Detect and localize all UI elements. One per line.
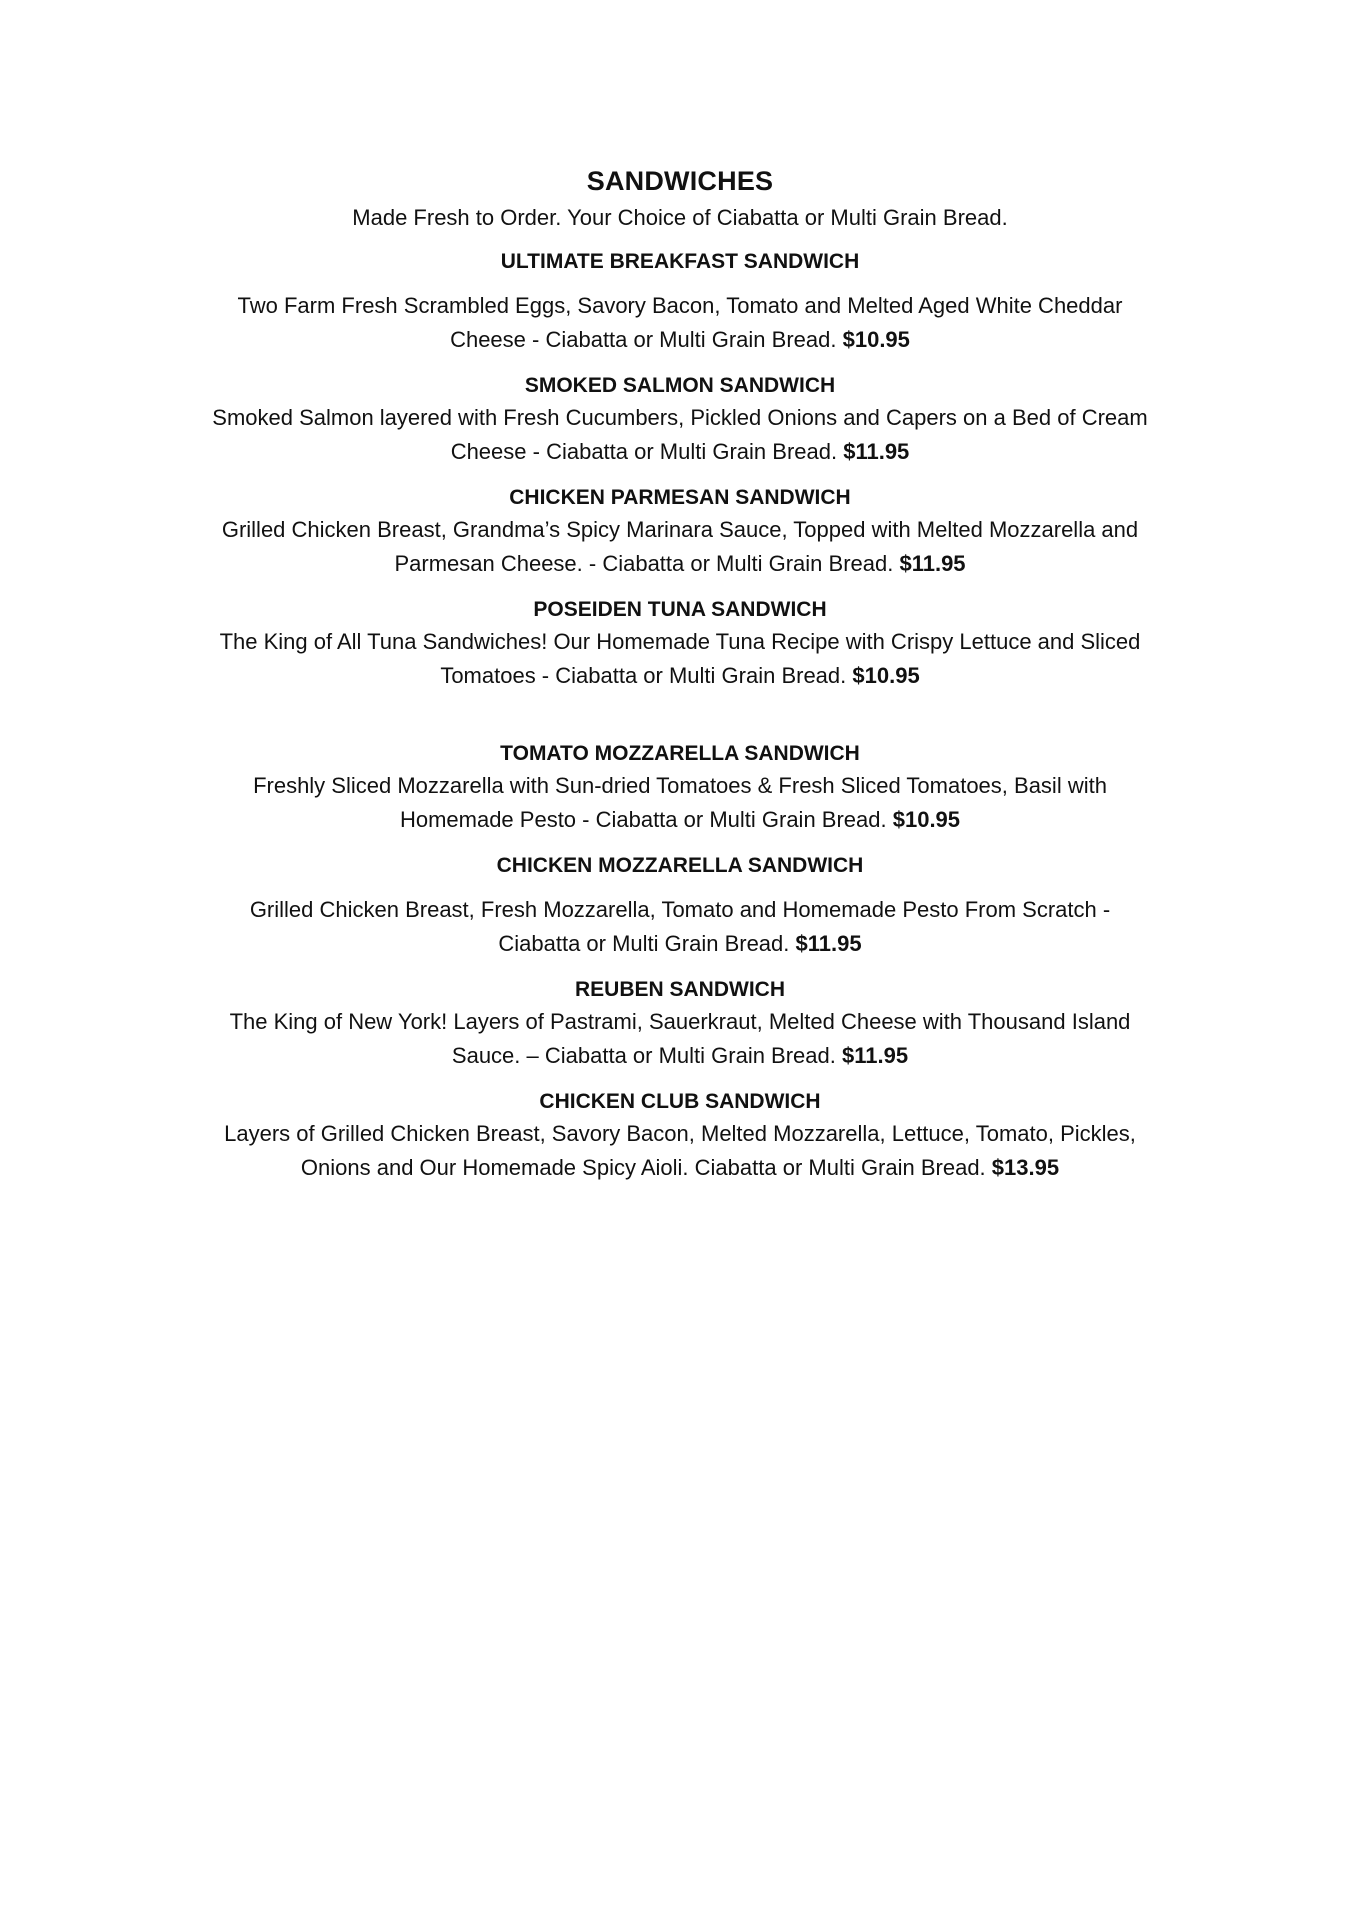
item-price: $11.95: [842, 1043, 909, 1068]
item-name: CHICKEN PARMESAN SANDWICH: [509, 486, 851, 509]
item-description-line1: Layers of Grilled Chicken Breast, Savory Bacon, Melted Mozzarella, Lettuce, Tomato, Pickles,: [224, 1121, 1136, 1146]
item-description-line2: Sauce. – Ciabatta or Multi Grain Bread.: [451, 1043, 836, 1068]
menu-item-chicken-mozzarella: [180, 851, 1180, 961]
item-price: $10.95: [852, 663, 920, 688]
item-description-line2: Parmesan Cheese. - Ciabatta or Multi Grain Bread.: [394, 551, 894, 576]
item-name: CHICKEN MOZZARELLA SANDWICH: [496, 854, 864, 877]
item-description: [180, 513, 1180, 581]
item-description-line1: Freshly Sliced Mozzarella with Sun-dried Tomatoes & Fresh Sliced Tomatoes, Basil with: [253, 773, 1107, 798]
item-description-line1: Two Farm Fresh Scrambled Eggs, Savory Bacon, Tomato and Melted Aged White Cheddar: [237, 293, 1123, 318]
menu-item-chicken-club: [180, 1087, 1180, 1185]
item-price: $10.95: [842, 327, 910, 352]
item-description-line2: Cheese - Ciabatta or Multi Grain Bread.: [450, 327, 837, 352]
item-name: POSEIDEN TUNA SANDWICH: [533, 598, 827, 621]
menu-item-ultimate-breakfast: [180, 247, 1180, 357]
item-name: CHICKEN CLUB SANDWICH: [539, 1090, 821, 1113]
menu-item-chicken-parmesan: [180, 483, 1180, 581]
item-description-line1: Smoked Salmon layered with Fresh Cucumbers, Pickled Onions and Capers on a Bed of Cream: [212, 405, 1148, 430]
item-description-line1: Grilled Chicken Breast, Grandma’s Spicy Marinara Sauce, Topped with Melted Mozzarella and: [221, 517, 1139, 542]
item-description-line1: Grilled Chicken Breast, Fresh Mozzarella, Tomato and Homemade Pesto From Scratch -: [249, 897, 1111, 922]
item-description-line2: Ciabatta or Multi Grain Bread.: [498, 931, 790, 956]
sandwiches-section: [180, 163, 1180, 1185]
item-description-line2: Homemade Pesto - Ciabatta or Multi Grain Bread.: [399, 807, 887, 832]
item-price: $10.95: [892, 807, 961, 832]
item-description-line2: Cheese - Ciabatta or Multi Grain Bread.: [450, 439, 838, 464]
item-name: SMOKED SALMON SANDWICH: [524, 374, 836, 397]
menu-item-reuben: [180, 975, 1180, 1073]
item-description-line2: Tomatoes - Ciabatta or Multi Grain Bread.: [440, 663, 847, 688]
item-description: [180, 1005, 1180, 1073]
section-title: SANDWICHES: [586, 166, 774, 196]
item-description: [180, 401, 1180, 469]
item-name: REUBEN SANDWICH: [575, 978, 785, 1001]
item-name: ULTIMATE BREAKFAST SANDWICH: [500, 250, 860, 273]
item-price: $11.95: [795, 931, 862, 956]
menu-item-poseiden-tuna: [180, 595, 1180, 693]
item-description: [180, 893, 1180, 961]
item-price: $11.95: [899, 551, 966, 576]
item-description-line2: Onions and Our Homemade Spicy Aioli. Ciabatta or Multi Grain Bread.: [300, 1155, 986, 1180]
item-name: TOMATO MOZZARELLA SANDWICH: [500, 742, 860, 765]
item-description: [180, 289, 1180, 357]
menu-item-smoked-salmon: [180, 371, 1180, 469]
item-description-line1: The King of All Tuna Sandwiches! Our Homemade Tuna Recipe with Crispy Lettuce and Sliced: [219, 629, 1141, 654]
item-price: $11.95: [843, 439, 910, 464]
section-subtitle: Made Fresh to Order. Your Choice of Ciabatta or Multi Grain Bread.: [352, 205, 1008, 230]
item-description-line1: The King of New York! Layers of Pastrami, Sauerkraut, Melted Cheese with Thousand Island: [229, 1009, 1131, 1034]
item-description: [180, 625, 1180, 693]
item-price: $13.95: [991, 1155, 1060, 1180]
item-description: [180, 769, 1180, 837]
menu-item-tomato-mozzarella: [180, 739, 1180, 837]
item-description: [180, 1117, 1180, 1185]
